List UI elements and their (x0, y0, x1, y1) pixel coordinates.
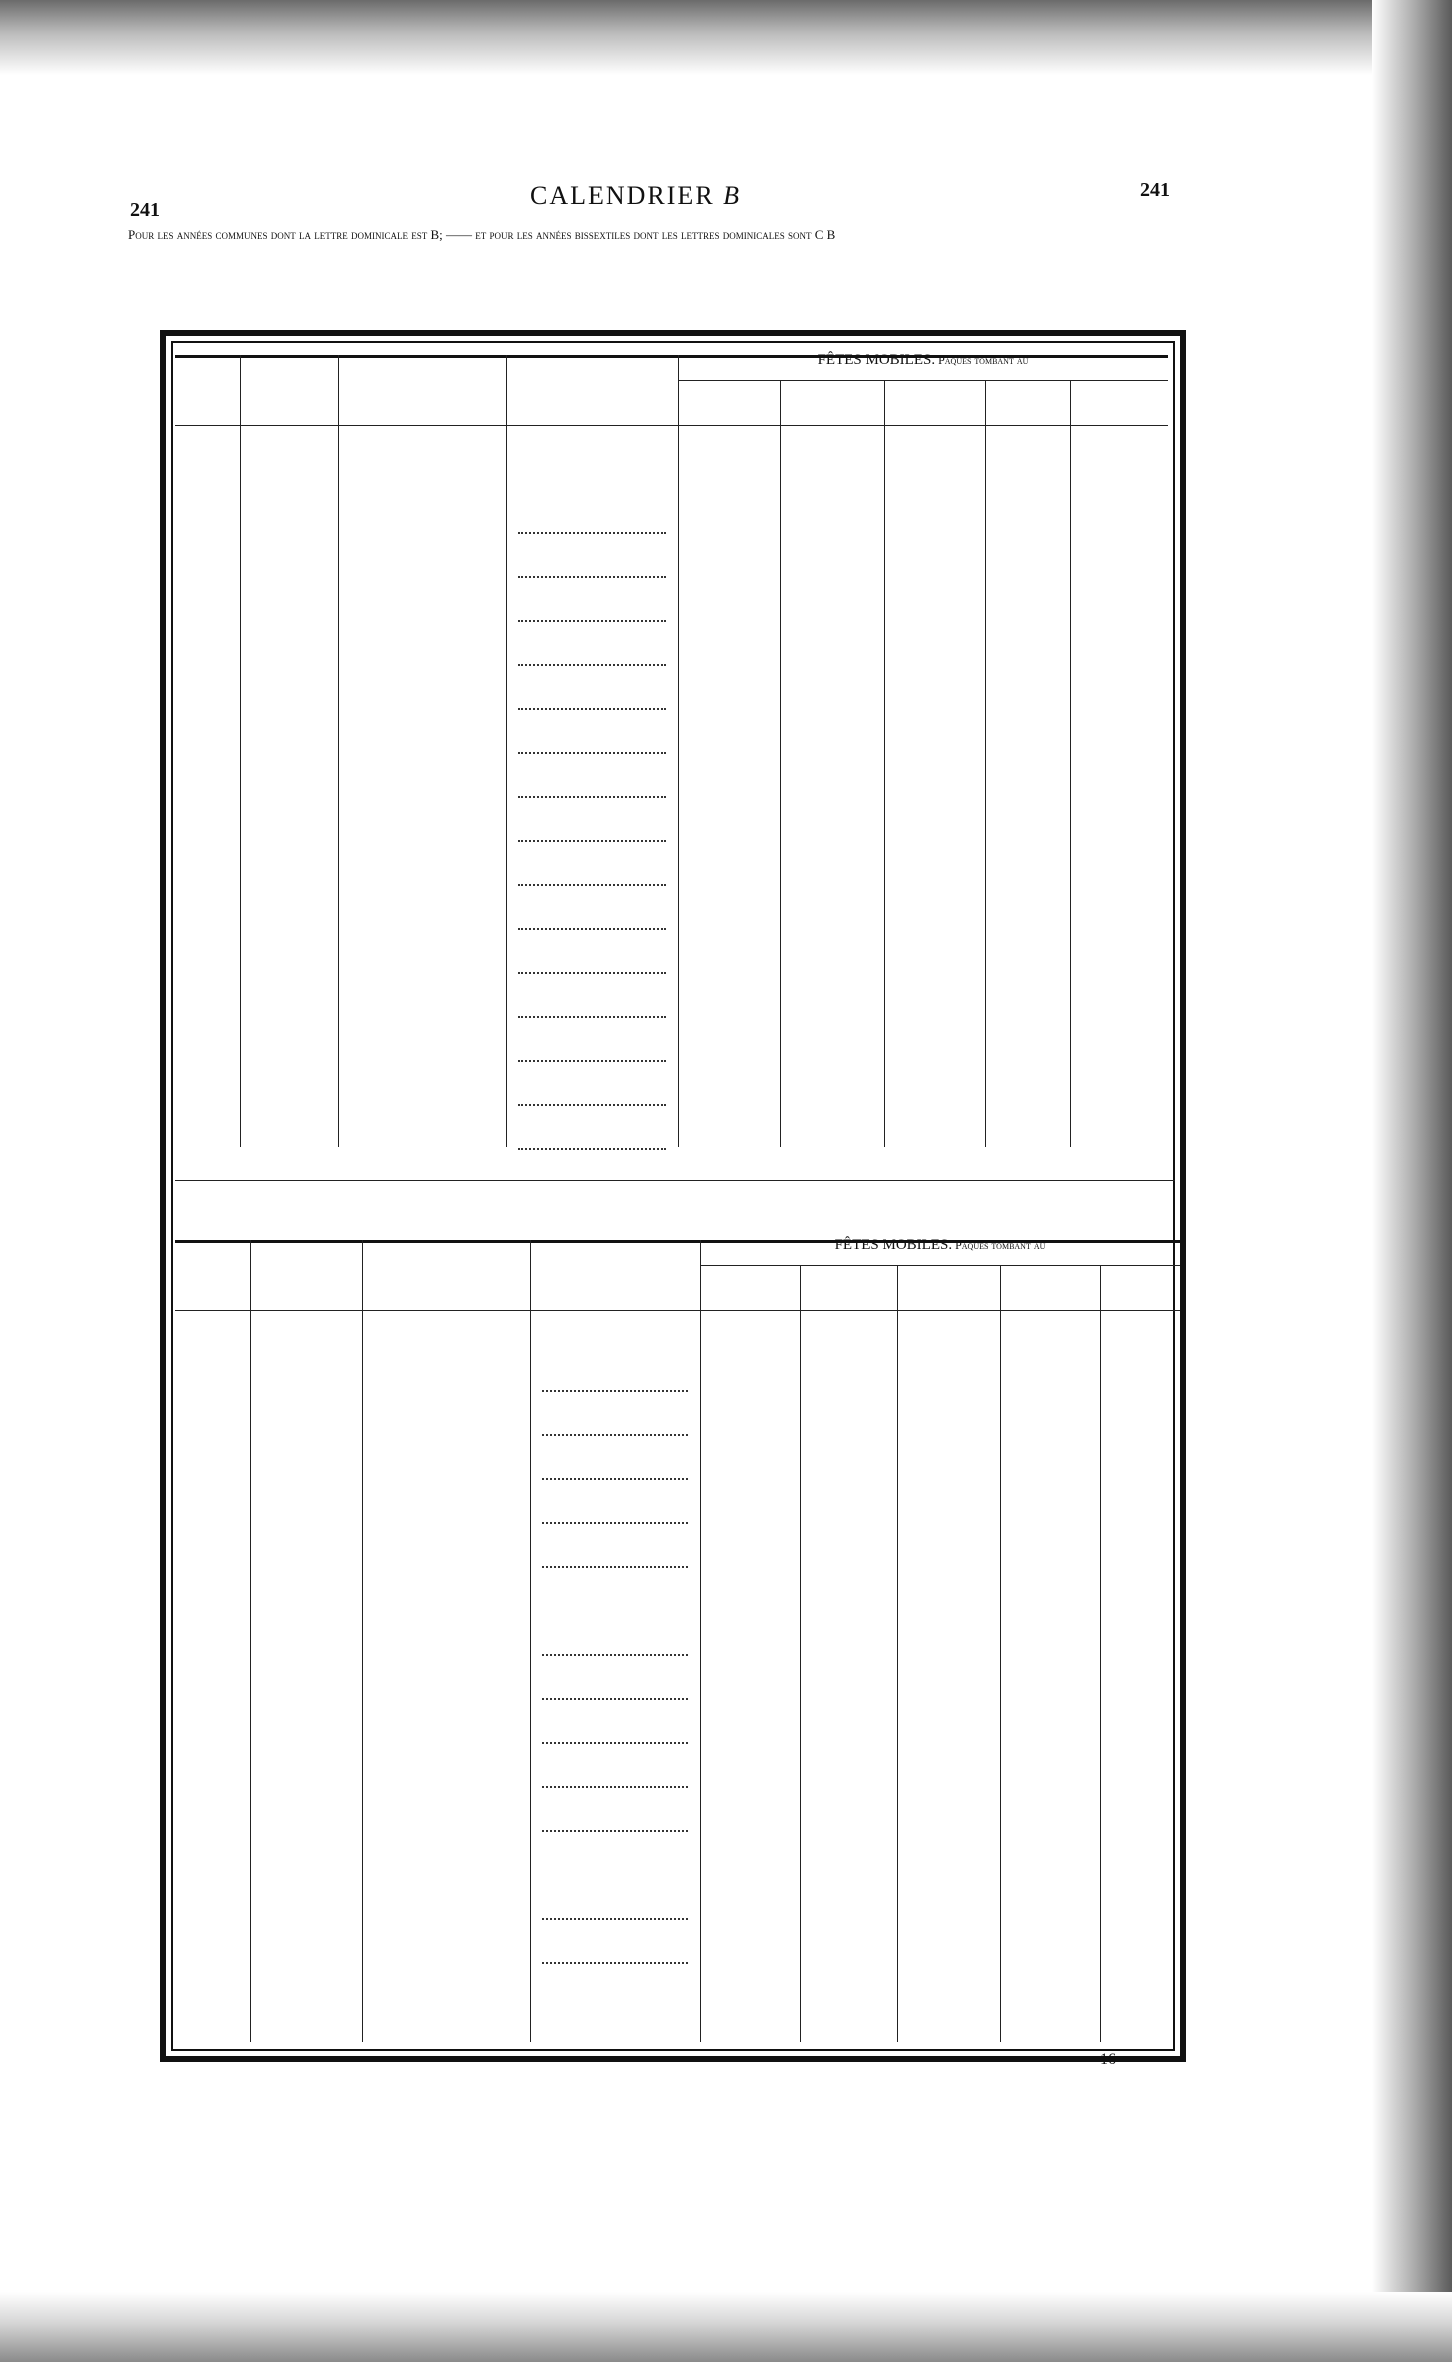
scan-edge-top (0, 0, 1452, 75)
column-rule (678, 355, 679, 1147)
dotted-leader (518, 620, 666, 622)
column-rule (1000, 1265, 1001, 2042)
dotted-leader (518, 928, 666, 930)
mobile-header-rule (678, 380, 1168, 381)
dotted-leader (518, 796, 666, 798)
dotted-leader (542, 1434, 688, 1436)
dotted-leader (542, 1654, 688, 1656)
month-separator (175, 1180, 1175, 1181)
dotted-leader (518, 972, 666, 974)
column-rule (700, 1240, 701, 2042)
column-rule (338, 355, 339, 1147)
dotted-leader (542, 1962, 688, 1964)
dotted-leader (542, 1522, 688, 1524)
dotted-leader (542, 1786, 688, 1788)
mobile-header-rule (700, 1265, 1180, 1266)
dotted-leader (518, 884, 666, 886)
fetes-mobiles-label: FÊTES MOBILES. (817, 352, 936, 368)
column-rule (250, 1240, 251, 2042)
column-rule (1070, 380, 1071, 1147)
scan-edge-right (1372, 0, 1452, 2362)
dotted-leader (542, 1918, 688, 1920)
column-rule (506, 355, 507, 1147)
header-fetes-mobiles (678, 353, 1168, 368)
header-fetes-mobiles (700, 1238, 1180, 1253)
dotted-leader (518, 840, 666, 842)
column-rule (240, 355, 241, 1147)
dotted-leader (542, 1742, 688, 1744)
table-header-rule (175, 1310, 1180, 1311)
page-number-left: 241 (130, 199, 160, 221)
dotted-leader (542, 1478, 688, 1480)
scan-edge-bottom (0, 2292, 1452, 2362)
table-header-rule (175, 425, 1168, 426)
paques-label: Paques tombant au (952, 1238, 1046, 1252)
dotted-leader (518, 576, 666, 578)
dotted-leader (542, 1566, 688, 1568)
page-title (530, 183, 741, 209)
column-rule (780, 380, 781, 1147)
page-title-letter: B (723, 181, 742, 210)
page-subtitle: Pour les années communes dont la lettre dominicale est B; —— et pour les années bissextiles dont les lettres dominicales sont C B (128, 227, 836, 242)
dotted-leader (518, 1060, 666, 1062)
inner-frame (171, 341, 1175, 2051)
dotted-leader (518, 1016, 666, 1018)
dotted-leader (518, 708, 666, 710)
page-title-text: CALENDRIER (530, 181, 715, 210)
column-rule (884, 380, 885, 1147)
column-rule (1100, 1265, 1101, 2042)
column-rule (530, 1240, 531, 2042)
dotted-leader (542, 1830, 688, 1832)
dotted-leader (518, 1104, 666, 1106)
column-rule (897, 1265, 898, 2042)
dotted-leader (518, 532, 666, 534)
footer-number: 16 (1100, 2051, 1116, 2068)
dotted-leader (518, 752, 666, 754)
paques-label: Paques tombant au (935, 353, 1029, 367)
dotted-leader (518, 664, 666, 666)
dotted-leader (518, 1148, 666, 1150)
column-rule (985, 380, 986, 1147)
dotted-leader (542, 1390, 688, 1392)
column-rule (800, 1265, 801, 2042)
fetes-mobiles-label: FÊTES MOBILES. (834, 1237, 953, 1253)
column-rule (362, 1240, 363, 2042)
dotted-leader (542, 1698, 688, 1700)
page-number-right: 241 (1140, 179, 1170, 201)
